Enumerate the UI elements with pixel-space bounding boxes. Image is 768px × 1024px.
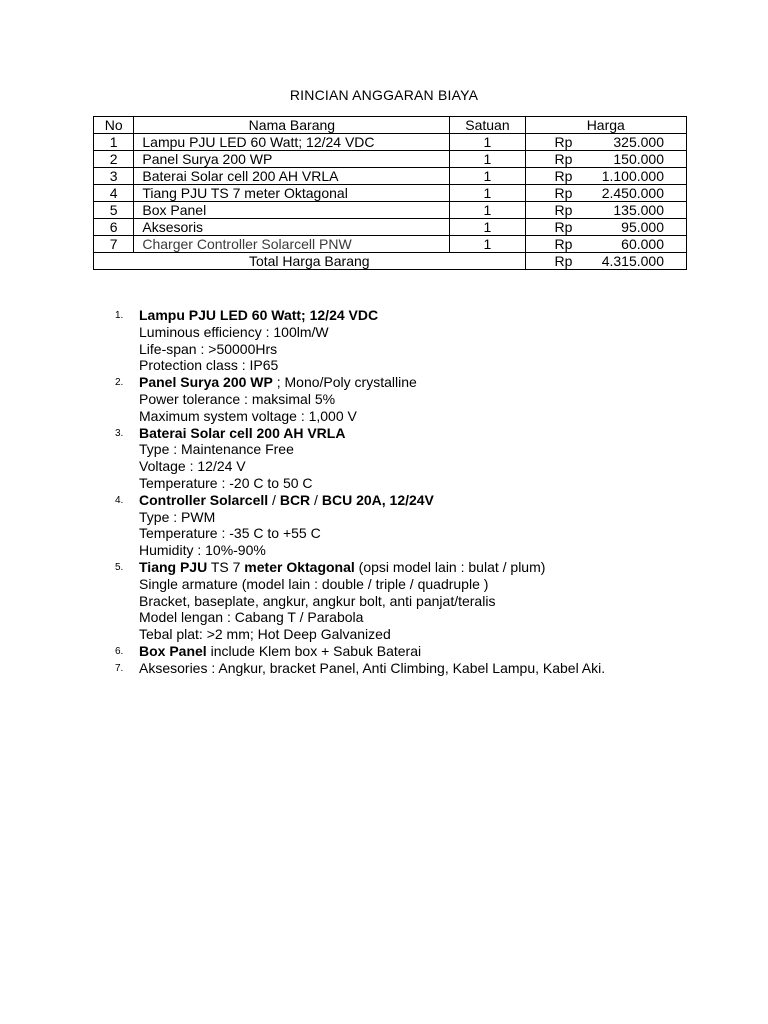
row-currency: Rp [525, 168, 602, 185]
spec-item [115, 307, 605, 374]
row-name: Tiang PJU TS 7 meter Oktagonal [134, 185, 450, 202]
total-currency: Rp [525, 253, 602, 270]
table-row [94, 185, 687, 202]
spec-line: Power tolerance : maksimal 5% [139, 390, 336, 407]
spec-line: Type : PWM [139, 508, 216, 525]
row-no: 4 [94, 185, 134, 202]
row-no: 1 [94, 134, 134, 151]
spec-line: Model lengan : Cabang T / Parabola [139, 609, 364, 626]
spec-heading: Box Panel [139, 642, 207, 659]
spec-heading: Lampu PJU LED 60 Watt; 12/24 VDC [139, 307, 379, 323]
row-currency: Rp [525, 185, 602, 202]
spec-heading-detail: Aksesories : Angkur, bracket Panel, Anti Climbing, Kabel Lampu, Kabel Aki. [139, 659, 606, 676]
row-amount: 95.000 [602, 219, 687, 236]
spec-line: Type : Maintenance Free [139, 441, 294, 458]
spec-line: Tebal plat: >2 mm; Hot Deep Galvanized [139, 626, 391, 643]
row-name: Box Panel [134, 202, 450, 219]
table-row [94, 151, 687, 168]
spec-heading-detail: (opsi model lain : bulat / plum) [354, 558, 546, 575]
total-amount: 4.315.000 [602, 253, 687, 270]
spec-line: Temperature : -20 C to 50 C [139, 474, 313, 491]
spec-item [115, 659, 606, 677]
row-name: Lampu PJU LED 60 Watt; 12/24 VDC [134, 134, 450, 151]
spec-number: 2. [115, 377, 124, 389]
spec-item [115, 558, 605, 643]
table-row [94, 134, 687, 151]
row-amount: 150.000 [602, 151, 687, 168]
row-no: 5 [94, 202, 134, 219]
row-currency: Rp [525, 134, 602, 151]
table-header-row [94, 117, 687, 134]
row-currency: Rp [525, 151, 602, 168]
spec-item [115, 642, 605, 660]
row-amount: 60.000 [602, 236, 687, 253]
spec-heading-detail: ; Mono/Poly crystalline [272, 374, 417, 391]
row-no: 6 [94, 219, 134, 236]
spec-line: Maximum system voltage : 1,000 V [139, 407, 357, 424]
row-currency: Rp [525, 202, 602, 219]
row-currency: Rp [525, 219, 602, 236]
spec-line: Luminous efficiency : 100lm/W [139, 323, 329, 340]
spec-number: 1. [115, 310, 124, 321]
row-amount: 325.000 [602, 134, 687, 151]
row-name: Charger Controller Solarcell PNW [134, 236, 450, 253]
spec-heading-detail: TS 7 [207, 558, 245, 575]
document-title: RINCIAN ANGGARAN BIAYA [289, 87, 479, 103]
spec-heading: BCR [279, 491, 311, 508]
row-unit: 1 [450, 168, 525, 185]
spec-number: 3. [115, 427, 124, 439]
spec-heading-separator: / [310, 491, 322, 508]
header-unit: Satuan [450, 117, 525, 134]
row-amount: 135.000 [602, 202, 687, 219]
row-unit: 1 [450, 219, 525, 236]
spec-heading: Baterai Solar cell 200 AH VRLA [139, 424, 346, 441]
row-amount: 1.100.000 [602, 168, 687, 185]
header-name: Nama Barang [134, 117, 450, 134]
row-name: Panel Surya 200 WP [134, 151, 450, 168]
table-row [94, 168, 687, 185]
spec-item [115, 374, 605, 424]
table-row [94, 236, 687, 253]
spec-number: 7. [115, 662, 124, 674]
spec-line: Protection class : IP65 [139, 357, 279, 374]
spec-line: Single armature (model lain : double / triple / quadruple ) [139, 575, 489, 592]
spec-line: Bracket, baseplate, angkur, angkur bolt, anti panjat/teralis [139, 592, 496, 609]
row-name: Baterai Solar cell 200 AH VRLA [134, 168, 450, 185]
spec-number: 4. [115, 494, 124, 506]
spec-heading: Panel Surya 200 WP [139, 374, 273, 391]
spec-number: 6. [115, 645, 124, 657]
spec-line: Humidity : 10%-90% [139, 542, 266, 559]
row-no: 2 [94, 151, 134, 168]
row-unit: 1 [450, 202, 525, 219]
spec-line: Voltage : 12/24 V [139, 458, 246, 475]
spec-line: Life-span : >50000Hrs [139, 340, 278, 357]
row-unit: 1 [450, 151, 525, 168]
spec-item [115, 491, 605, 559]
row-unit: 1 [450, 185, 525, 202]
spec-item [115, 424, 605, 492]
header-no: No [94, 117, 134, 134]
spec-heading-detail: include Klem box + Sabuk Baterai [206, 642, 422, 659]
row-no: 7 [94, 236, 134, 253]
row-no: 3 [94, 168, 134, 185]
spec-heading: Controller Solarcell [139, 491, 269, 508]
row-name: Aksesoris [134, 219, 450, 236]
header-price: Harga [525, 117, 686, 134]
spec-heading: meter Oktagonal [244, 558, 355, 575]
spec-heading-separator: / [268, 491, 280, 508]
total-label: Total Harga Barang [94, 253, 526, 270]
spec-number: 5. [115, 561, 124, 573]
row-unit: 1 [450, 236, 525, 253]
table-row [94, 219, 687, 236]
spec-heading: BCU 20A, 12/24V [321, 491, 434, 508]
spec-line: Temperature : -35 C to +55 C [139, 525, 321, 542]
spec-heading: Tiang PJU [139, 558, 208, 575]
table-total-row [94, 253, 687, 270]
row-unit: 1 [450, 134, 525, 151]
row-currency: Rp [525, 236, 602, 253]
budget-table [93, 116, 687, 270]
spec-list [0, 307, 605, 677]
table-row [94, 202, 687, 219]
row-amount: 2.450.000 [602, 185, 687, 202]
